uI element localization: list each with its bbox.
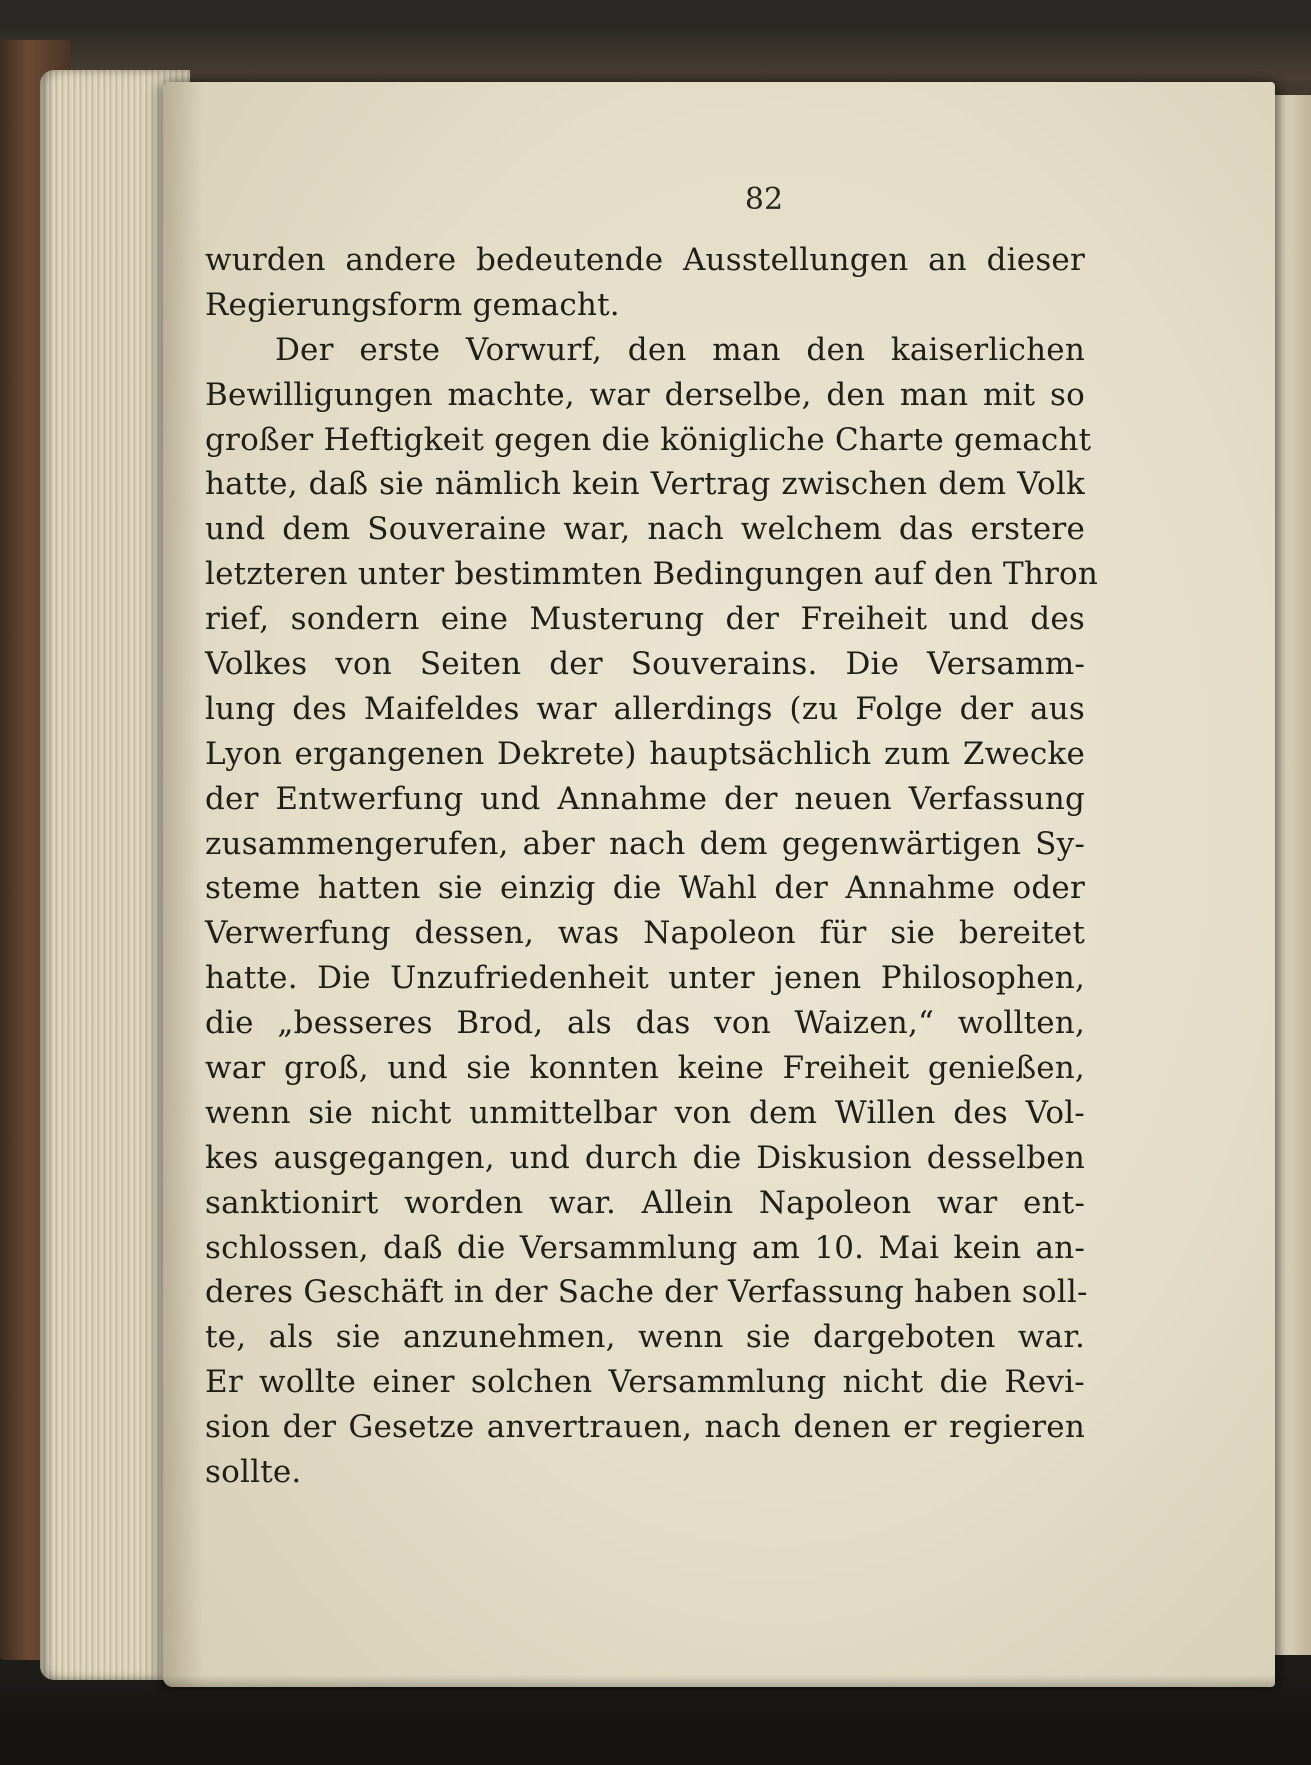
text-line: war groß, und sie konnten keine Freiheit genießen, [205,1050,1085,1087]
text-line: Er wollte einer solchen Versammlung nicht die Revi- [205,1364,1085,1401]
text-line: zusammengerufen, aber nach dem gegenwärtigen Sy- [205,825,1085,862]
text-line: Der erste Vorwurf, den man den kaiserlichen [275,331,1085,368]
text-line: wurden andere bedeutende Ausstellungen an dieser [205,242,1085,278]
text-line: Verwerfung dessen, was Napoleon für sie bereitet [205,915,1085,952]
text-line: steme hatten sie einzig die Wahl der Annahme oder [205,870,1085,907]
text-line: Volkes von Seiten der Souverains. Die Versamm- [205,646,1085,683]
text-line: sion der Gesetze anvertrauen, nach denen er regieren [205,1409,1085,1446]
text-line: Bewilligungen machte, war derselbe, den man mit so [205,376,1085,413]
text-line: Lyon ergangenen Dekrete) hauptsächlich zum Zwecke [205,735,1085,772]
text-line: rief, sondern eine Musterung der Freiheit und des [205,601,1085,638]
text-line: te, als sie anzunehmen, wenn sie dargeboten war. [205,1319,1085,1356]
text-line: hatte. Die Unzufriedenheit unter jenen Philosophen, [205,960,1085,997]
text-line: der Entwerfung und Annahme der neuen Verfassung [205,780,1085,817]
text-line: deres Geschäft in der Sache der Verfassung haben soll- [205,1274,1088,1311]
text-line: Regierungsform gemacht. [205,286,620,323]
text-line: sanktionirt worden war. Allein Napoleon war ent- [205,1184,1085,1221]
page-text [205,238,1099,1495]
page-number: 82 [744,182,784,217]
text-line: schlossen, daß die Versammlung am 10. Mai kein an- [205,1229,1085,1266]
text-line: hatte, daß sie nämlich kein Vertrag zwischen dem Volk [205,466,1085,503]
text-line: wenn sie nicht unmittelbar von dem Willen des Vol- [205,1094,1085,1131]
text-line: letzteren unter bestimmten Bedingungen auf den Thron [205,556,1099,593]
text-line: großer Heftigkeit gegen die königliche Charte gemacht [205,421,1092,458]
text-line: und dem Souveraine war, nach welchem das erstere [205,511,1085,548]
text-line: die „besseres Brod, als das von Waizen,“ wollten, [205,1005,1085,1042]
text-line: sollte. [205,1454,302,1491]
table-shadow [0,1675,1311,1765]
text-line: lung des Maifeldes war allerdings (zu Folge der aus [205,690,1085,727]
gutter-shadow [163,82,203,1687]
text-line: kes ausgegangen, und durch die Diskusion desselben [205,1139,1085,1176]
